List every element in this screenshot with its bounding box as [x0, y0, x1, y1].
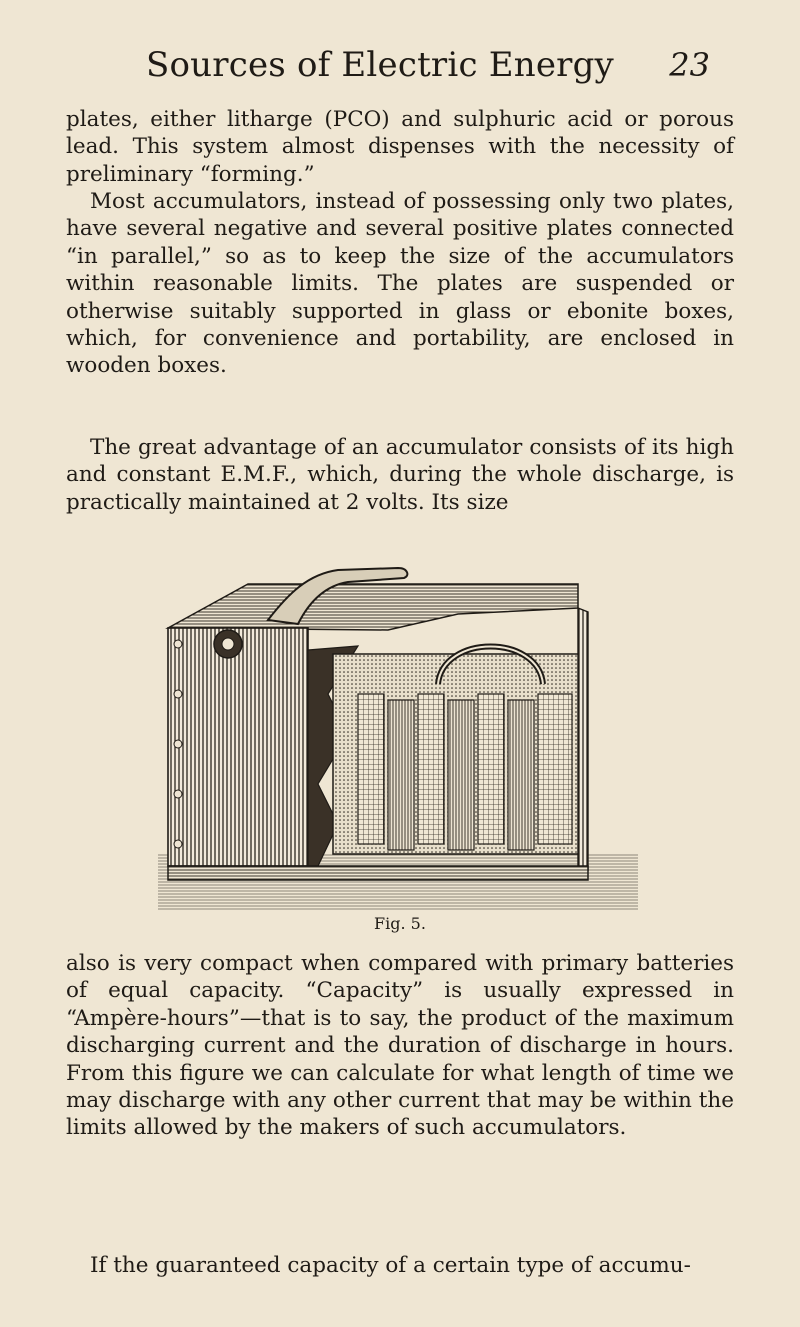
page-number: 23 [669, 46, 710, 84]
box-lid [168, 584, 578, 630]
paragraph-3: The great advantage of an accumulator consists of its high and constant E.M.F., which, during the whole discharge, is practically maintained at 2 volts. Its size [66, 435, 734, 515]
box-side-wall [578, 608, 588, 870]
paragraph-1: plates, either litharge (PCO) and sulphuric acid or porous lead. This system almost dispenses with the necessity of preliminary “forming.” [66, 107, 734, 187]
box-front-wood [168, 628, 308, 866]
paragraph-5: If the guaranteed capacity of a certain type of accumu- [90, 1253, 691, 1278]
figure-caption: Fig. 5. [374, 914, 426, 933]
box-base [168, 866, 588, 880]
accumulator-illustration [158, 554, 638, 910]
paragraph-2: Most accumulators, instead of possessing only two plates, have several negative and several positive plates connected “in parallel,” so as to keep the size of the accumulators within reasonable limits. The plates are suspended or otherwise suitably supported in glass or ebonite boxes, which, for convenience and portability, are enclosed in wooden boxes. [66, 189, 734, 379]
running-head [0, 40, 800, 90]
paragraph-4: also is very compact when compared with primary batteries of equal capacity. “Capacity” is usually expressed in “Ampère-hours”—that is to say, the product of the maximum discharging current and the duration of discharge in hours. From this figure we can calculate for what length of time we may discharge with any other current that may be within the limits allowed by the makers of such accumulators. [66, 951, 734, 1141]
figure-accumulator [158, 554, 638, 910]
page-title: Sources of Electric Energy [146, 45, 614, 85]
battery-plates [358, 694, 572, 850]
